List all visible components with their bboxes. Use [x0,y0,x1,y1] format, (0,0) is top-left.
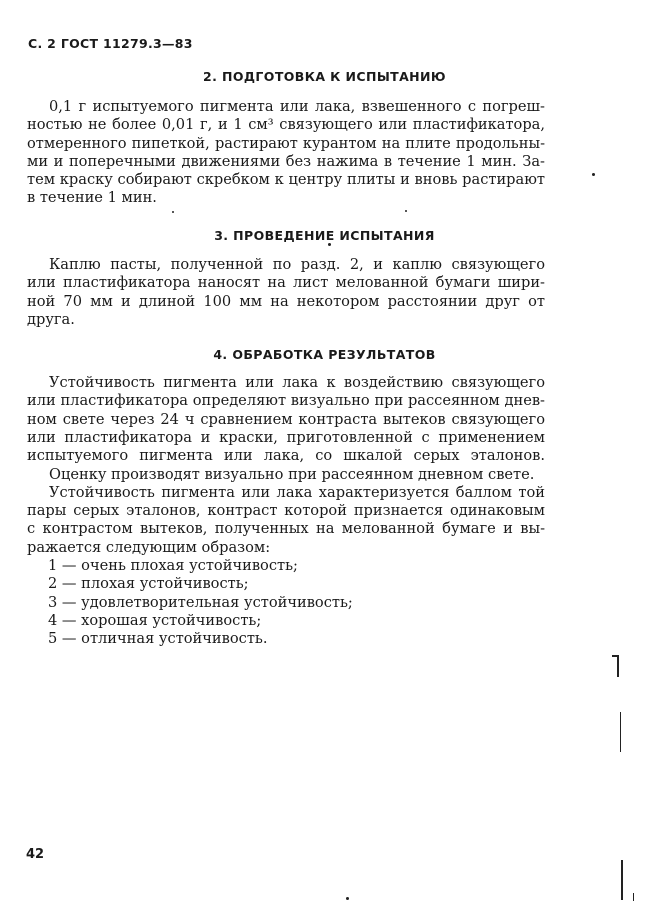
text-line: пары серых эталонов, контраст которой признается одинаковым [27,502,545,520]
section-4-heading: 4. ОБРАБОТКА РЕЗУЛЬТАТОВ [213,347,436,362]
scan-speck [405,210,407,212]
scan-edge-mark [633,893,634,901]
scan-edge-mark [612,655,619,657]
text-line: Оценку производят визуально при рассеянном дневном свете. [49,465,535,483]
text-line: ной 70 мм и длиной 100 мм на некотором расстоянии друг от [27,292,545,310]
section-2-paragraph [27,98,545,208]
text-line: ражается следующим образом: [27,538,271,556]
text-line: Устойчивость пигмента или лака характеризуется баллом той [49,483,545,501]
text-line: или пластификатора определяют визуально при рассеянном днев- [27,392,545,410]
list-item: 4 — хорошая устойчивость; [48,611,262,629]
scan-edge-mark [621,860,623,900]
list-item: 1 — очень плохая устойчивость; [48,557,298,574]
scan-speck [592,173,595,176]
text-line: ном свете через 24 ч сравнением контраста вытеков связующего [27,410,545,428]
text-line: отмеренного пипеткой, растирают курантом на плите продольны- [27,134,545,152]
scan-edge-mark [620,712,621,752]
text-line: ми и поперечными движениями без нажима в течение 1 мин. За- [27,152,545,170]
page-number: 42 [26,847,45,862]
list-item: 3 — удовлетворительная устойчивость; [48,593,353,611]
text-line: или пластификатора наносят на лист мелованной бумаги шири- [27,274,545,292]
running-header: С. 2 ГОСТ 11279.3—83 [28,36,193,51]
section-3-paragraph [27,256,545,329]
text-line: с контрастом вытеков, полученных на мелованной бумаге и вы- [27,520,545,538]
scan-speck [172,211,174,213]
section-4-paragraph-1 [27,374,545,465]
text-line: Каплю пасты, полученной по разд. 2, и каплю связующего [49,256,545,273]
text-line: в течение 1 мин. [27,189,157,207]
section-4-paragraph-2 [27,466,545,484]
text-line: тем краску собирают скребком к центру плиты и вновь растирают [27,171,545,189]
section-3-heading: 3. ПРОВЕДЕНИЕ ИСПЫТАНИЯ [214,228,435,243]
text-line: друга. [27,310,75,328]
scan-edge-mark [617,655,619,677]
section-4-paragraph-3 [27,484,545,557]
text-line: ностью не более 0,01 г, и 1 см³ связующего или пластификатора, [27,116,545,134]
list-item: 2 — плохая устойчивость; [48,575,249,593]
scan-speck [346,897,349,900]
scan-speck [328,243,331,246]
text-line: 0,1 г испытуемого пигмента или лака, взвешенного с погреш- [49,98,545,115]
text-line: Устойчивость пигмента или лака к воздействию связующего [49,374,545,391]
rating-scale-list [48,557,353,648]
section-2-heading: 2. ПОДГОТОВКА К ИСПЫТАНИЮ [203,69,446,84]
text-line: испытуемого пигмента или лака, со шкалой серых эталонов. [27,447,545,465]
text-line: или пластификатора и краски, приготовленной с применением [27,428,545,446]
list-item: 5 — отличная устойчивость. [48,630,268,648]
